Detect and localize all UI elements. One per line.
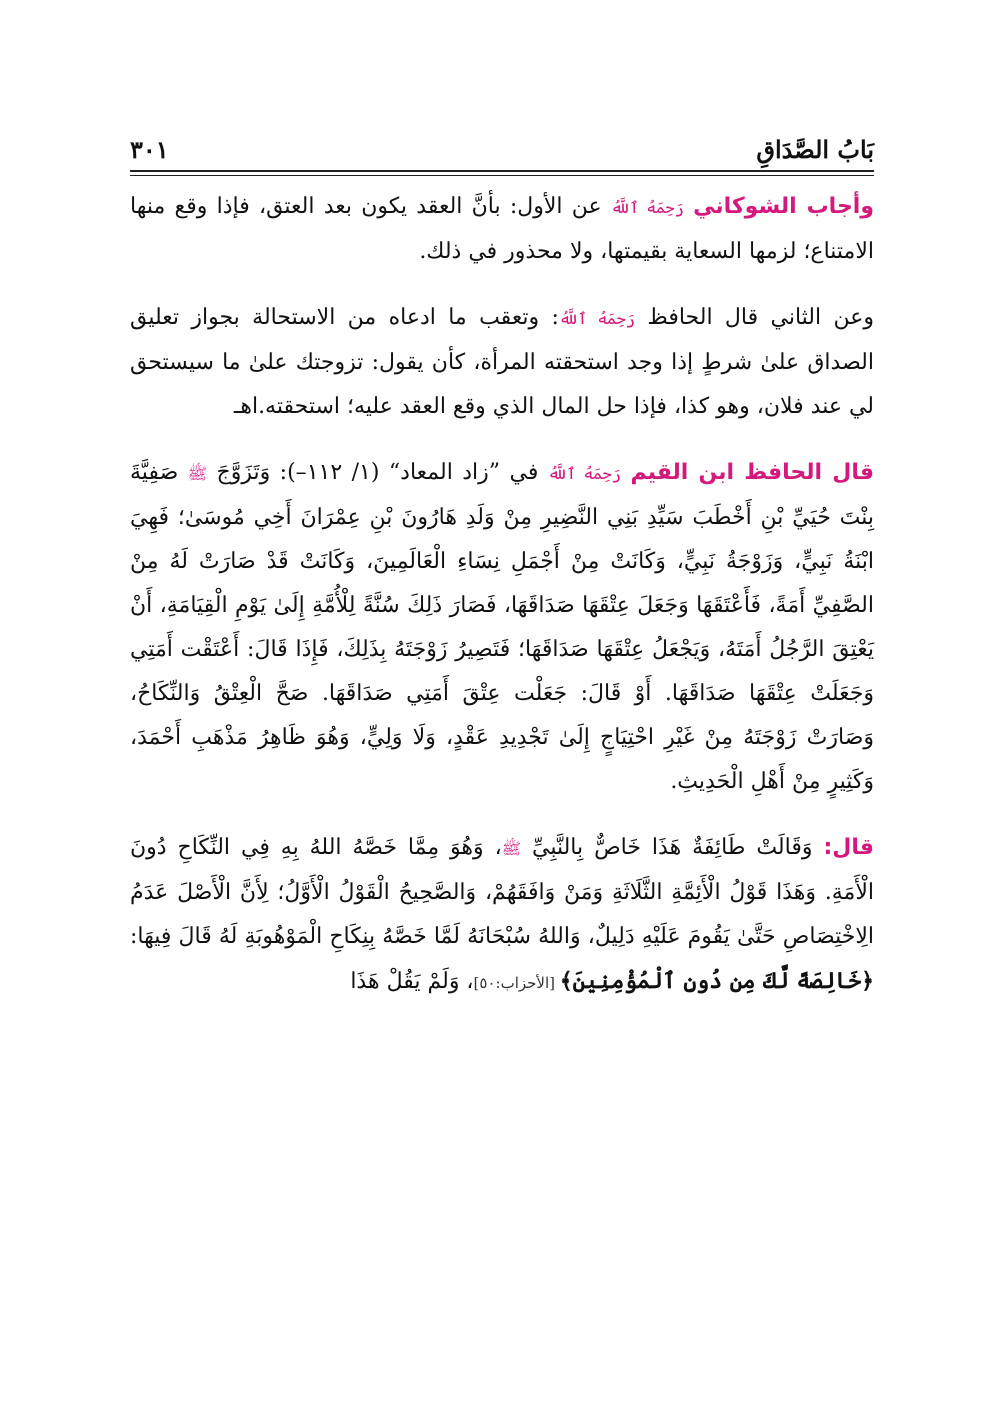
paragraph-3-lead: قال الحافظ ابن القيم	[630, 460, 874, 485]
paragraph-4-lead: قال:	[823, 835, 874, 860]
chapter-title: بَابُ الصَّدَاقِ	[756, 135, 874, 164]
paragraph-4-text-a: وَقَالَتْ طَائِفَةٌ هَذَا خَاصٌّ بِالنَّبِيِّ	[521, 835, 824, 860]
honorific-mark: رَحِمَهُ ٱللَّهُ	[558, 309, 636, 328]
paragraph-3-text-a: في ”زاد المعاد“ (١/ ١١٢–): وَتَزَوَّجَ	[207, 460, 548, 485]
salawat-mark: ﷺ	[501, 839, 522, 858]
honorific-mark: رَحِمَهُ ٱللَّهُ	[610, 198, 684, 217]
paragraph-4	[130, 826, 874, 1005]
page-number: ٣٠١	[130, 135, 169, 164]
paragraph-2-text-b: : وتعقب ما ادعاه من الاستحالة بجواز تعليق الصداق علىٰ شرطٍ إذا وجد استحقته المرأة، كأن يقول: تزوجتك علىٰ ما سيستحق لي عند فلان، وهو كذا، فإذا حل المال الذي وقع العقد عليه؛ استحقته.اهـ	[130, 305, 874, 419]
paragraph-2-text-a: وعن الثاني قال الحافظ	[635, 305, 874, 330]
paragraph-4-text-b: ، وَهُوَ مِمَّا خَصَّهُ اللهُ بِهِ فِي النِّكَاحِ دُونَ الْأَمَةِ. وَهَذَا قَوْلُ الْأَئِمَّةِ الثَّلَاثَةِ وَمَنْ وَافَقَهُمْ، وَالصَّحِيحُ الْقَوْلُ الْأَوَّلُ؛ لِأَنَّ الْأَصْلَ عَدَمُ الِاخْتِصَاصِ حَتَّىٰ يَقُومَ عَلَيْهِ دَلِيلٌ، وَاللهُ سُبْحَانَهُ لَمَّا خَصَّهُ بِنِكَاحِ الْمَوْهُوبَةِ لَهُ قَالَ فِيهَا:	[130, 835, 874, 949]
paragraph-3	[130, 451, 874, 804]
paragraph-2	[130, 296, 874, 429]
paragraph-1	[130, 185, 874, 274]
header-rule-thick	[130, 170, 874, 172]
paragraph-3-text-b: صَفِيَّةَ بِنْتَ حُيَيِّ بْنِ أَخْطَبَ سَيِّدِ بَنِي النَّضِيرِ مِنْ وَلَدِ هَارُونَ بْنِ عِمْرَانَ أَخِي مُوسَىٰ؛ فَهِيَ ابْنَةُ نَبِيٍّ، وَزَوْجَةُ نَبِيٍّ، وَكَانَتْ مِنْ أَجْمَلِ نِسَاءِ الْعَالَمِينَ، وَكَانَتْ قَدْ صَارَتْ لَهُ مِنْ الصَّفِيِّ أَمَةً، فَأَعْتَقَهَا وَجَعَلَ عِتْقَهَا صَدَاقَهَا، فَصَارَ ذَلِكَ سُنَّةً لِلْأُمَّةِ إِلَىٰ يَوْمِ الْقِيَامَةِ، أَنْ يَعْتِقَ الرَّجُلُ أَمَتَهُ، وَيَجْعَلُ عِتْقَهَا صَدَاقَهَا؛ فَتَصِيرُ زَوْجَتَهُ بِذَلِكَ، فَإِذَا قَالَ: أَعْتَقْت أَمَتِي وَجَعَلَتْ عِتْقَهَا صَدَاقَهَا. أَوْ قَالَ: جَعَلْت عِتْقَ أَمَتِي صَدَاقَهَا. صَحَّ الْعِتْقُ وَالنِّكَاحُ، وَصَارَتْ زَوْجَتَهُ مِنْ غَيْرِ احْتِيَاجٍ إِلَىٰ تَجْدِيدِ عَقْدٍ، وَلَا وَلِيٍّ، وَهُوَ ظَاهِرُ مَذْهَبِ أَحْمَدَ، وَكَثِيرٍ مِنْ أَهْلِ الْحَدِيثِ.	[130, 460, 874, 794]
header-rule-thin	[130, 175, 874, 176]
paragraph-1-text: عن الأول: بأنَّ العقد يكون بعد العتق، فإذا وقع منها الامتناع؛ لزمها السعاية بقيمتها، ولا محذور في ذلك.	[130, 194, 874, 264]
page-body	[130, 185, 874, 1027]
honorific-mark: رَحِمَهُ ٱللَّهُ	[547, 464, 622, 483]
quran-quote: ﴿خَالِصَةً لَّكَ مِن دُونِ ٱلْمُؤْمِنِينَ﴾	[559, 968, 874, 994]
paragraph-4-text-c: ، وَلَمْ يَقُلْ هَذَا	[350, 969, 474, 994]
page-header	[130, 120, 874, 164]
paragraph-1-lead: وأجاب الشوكاني	[693, 194, 875, 219]
salawat-mark: ﷺ	[187, 464, 208, 483]
quran-reference: [الأحزاب:٥٠]	[473, 974, 560, 992]
